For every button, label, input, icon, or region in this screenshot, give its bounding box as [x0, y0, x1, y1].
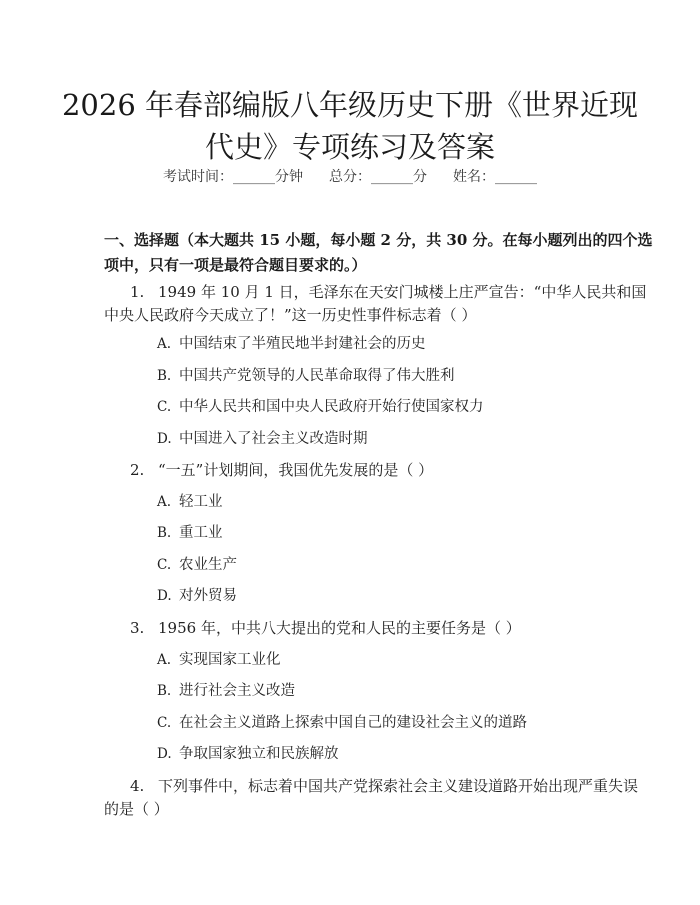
question-3-text-line-1: 1956 年，中共八大提出的党和人民的主要任务是（ ） — [158, 619, 521, 637]
question-1-option-b: B. 中国共产党领导的人民革命取得了伟大胜利 — [157, 368, 455, 384]
question-4-number: 4. — [130, 777, 145, 795]
document-title-line-1: 2026 年春部编版八年级历史下册《世界近现 — [61, 88, 639, 122]
section-heading-line-2: 项中，只有一项是最符合题目要求的。） — [104, 256, 367, 274]
question-3-option-d: D. 争取国家独立和民族解放 — [157, 746, 339, 762]
question-1-text-line-1: 1949 年 10 月 1 日，毛泽东在天安门城楼上庄严宣告：“中华人民共和国 — [158, 283, 647, 301]
question-2-stem — [130, 459, 433, 481]
exam-score-field: 总分：______分 — [329, 169, 427, 185]
question-4-text-line-2: 的是（ ） — [104, 800, 169, 818]
question-3-number: 3. — [130, 619, 145, 637]
question-3-option-b: B. 进行社会主义改造 — [157, 683, 295, 699]
question-1-stem — [130, 281, 646, 303]
question-4-stem — [130, 775, 638, 797]
question-1-text-line-2: 中央人民政府今天成立了！”这一历史性事件标志着（ ） — [104, 306, 477, 324]
question-1-number: 1. — [130, 283, 145, 301]
exam-info-row — [0, 166, 700, 188]
question-2-number: 2. — [130, 461, 145, 479]
exam-time-field: 考试时间：______分钟 — [163, 169, 303, 185]
document-title-line-2: 代史》专项练习及答案 — [204, 130, 495, 164]
question-2-option-d: D. 对外贸易 — [157, 588, 237, 604]
exam-name-field: 姓名：______ — [453, 169, 537, 185]
question-2-option-c: C. 农业生产 — [157, 557, 237, 573]
question-4-text-line-1: 下列事件中，标志着中国共产党探索社会主义建设道路开始出现严重失误 — [158, 777, 639, 795]
question-1-option-a: A. 中国结束了半殖民地半封建社会的历史 — [157, 336, 426, 352]
question-3-option-c: C. 在社会主义道路上探索中国自己的建设社会主义的道路 — [157, 715, 527, 731]
question-1-option-d: D. 中国进入了社会主义改造时期 — [157, 431, 368, 447]
question-2-option-b: B. 重工业 — [157, 525, 223, 541]
question-3-stem — [130, 617, 521, 639]
section-heading-line-1: 一、选择题（本大题共 15 小题，每小题 2 分，共 30 分。在每小题列出的四个选 — [104, 231, 653, 249]
question-3-option-a: A. 实现国家工业化 — [157, 652, 281, 668]
question-1-option-c: C. 中华人民共和国中央人民政府开始行使国家权力 — [157, 399, 484, 415]
question-2-option-a: A. 轻工业 — [157, 494, 223, 510]
question-2-text-line-1: “一五”计划期间，我国优先发展的是（ ） — [158, 461, 434, 479]
